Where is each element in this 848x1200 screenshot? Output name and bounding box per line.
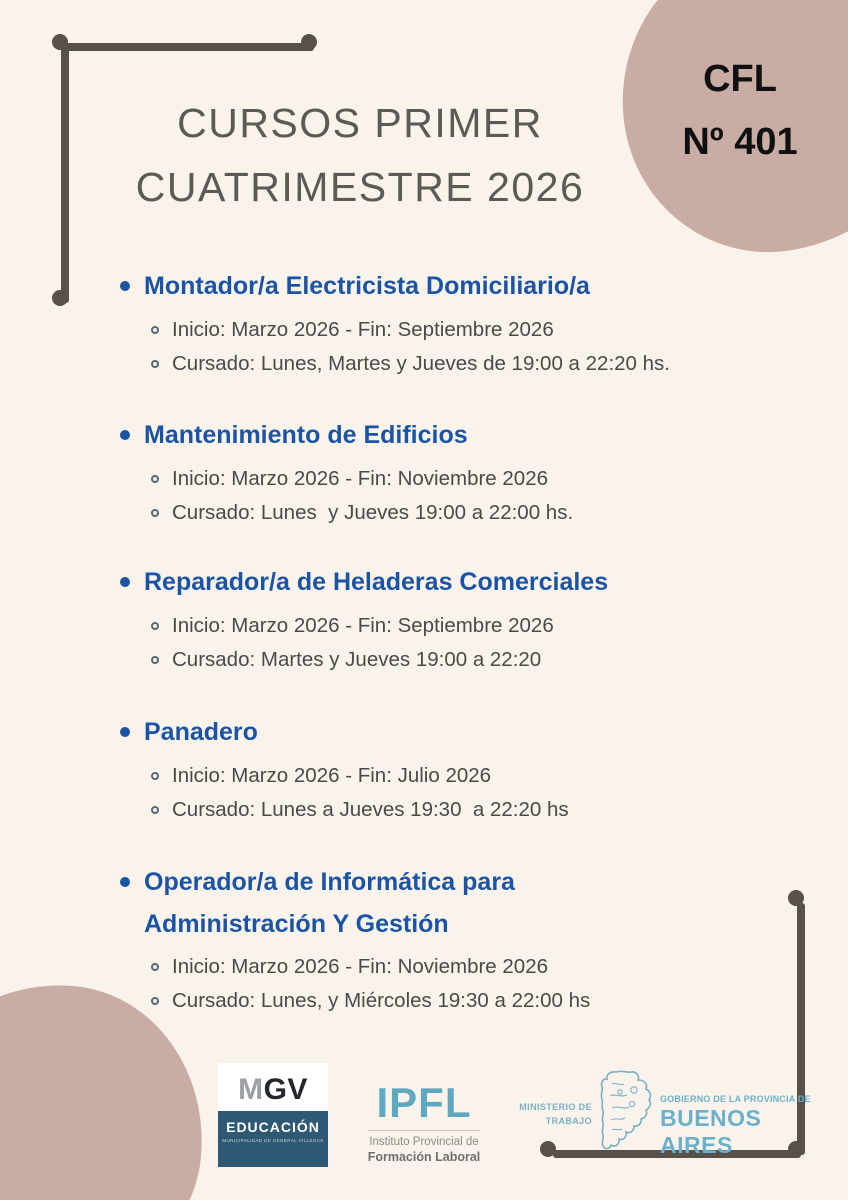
course-name: Operador/a de Informática para Administración Y Gestión xyxy=(144,868,515,938)
bullet-ring-icon xyxy=(151,475,159,483)
mgv-letters-gv: GV xyxy=(263,1073,308,1106)
bullet-disc-icon xyxy=(120,281,130,291)
mgv-tagline: MUNICIPALIDAD DE GENERAL VILLEGAS xyxy=(222,1138,324,1143)
ipfl-logo xyxy=(366,1079,482,1164)
cfl-badge-line1: CFL xyxy=(703,58,777,100)
frame-dot-icon xyxy=(52,290,68,306)
mgv-letter-m: M xyxy=(238,1073,264,1106)
cfl-badge xyxy=(630,48,848,173)
page-title-line1: CURSOS PRIMER xyxy=(177,100,543,146)
ipfl-acronym: IPFL xyxy=(376,1079,472,1126)
course-dates: Inicio: Marzo 2026 - Fin: Noviembre 2026 xyxy=(172,955,549,978)
course-item xyxy=(120,712,760,822)
course-dates: Inicio: Marzo 2026 - Fin: Julio 2026 xyxy=(172,763,492,787)
mgv-educacion-label: EDUCACIÓN xyxy=(226,1119,320,1135)
ipfl-subtitle-1: Instituto Provincial de xyxy=(369,1136,479,1148)
frame-dot-icon xyxy=(540,1141,556,1157)
bullet-ring-icon xyxy=(151,509,159,517)
page-title-line2: CUATRIMESTRE 2026 xyxy=(135,163,585,210)
bullet-ring-icon xyxy=(151,772,159,780)
bullet-ring-icon xyxy=(151,360,159,368)
cfl-badge-line2: Nº 401 xyxy=(682,120,798,163)
ministerio-trabajo-label xyxy=(506,1101,592,1128)
frame-dot-icon xyxy=(301,34,317,50)
gobierno-line2: BUENOS AIRES xyxy=(660,1105,762,1158)
ipfl-subtitle-2: Formación Laboral xyxy=(367,1150,481,1164)
course-dates: Inicio: Marzo 2026 - Fin: Noviembre 2026 xyxy=(172,466,549,490)
course-name: Montador/a Electricista Domiciliario/a xyxy=(144,272,590,300)
course-schedule: Cursado: Martes y Jueves 19:00 a 22:20 xyxy=(172,647,542,671)
mgv-educacion-logo xyxy=(218,1063,328,1167)
province-map-icon xyxy=(598,1070,654,1152)
course-schedule: Cursado: Lunes, y Miércoles 19:30 a 22:00 hs xyxy=(172,989,591,1013)
bullet-ring-icon xyxy=(151,997,159,1005)
course-dates: Inicio: Marzo 2026 - Fin: Septiembre 2026 xyxy=(172,613,554,637)
course-schedule: Cursado: Lunes, Martes y Jueves de 19:00 a 22:20 hs. xyxy=(172,351,670,375)
gobierno-buenos-aires-logo xyxy=(660,1094,820,1159)
course-dates: Inicio: Marzo 2026 - Fin: Septiembre 2026 xyxy=(172,317,554,341)
frame-top-left-horizontal xyxy=(64,43,314,51)
course-name: Mantenimiento de Edificios xyxy=(144,421,468,449)
bullet-ring-icon xyxy=(151,622,159,630)
course-item xyxy=(120,266,760,376)
course-item xyxy=(120,862,760,1013)
bullet-ring-icon xyxy=(151,806,159,814)
bullet-disc-icon xyxy=(120,877,130,887)
frame-dot-icon xyxy=(788,890,804,906)
bullet-ring-icon xyxy=(151,656,159,664)
course-schedule: Cursado: Lunes a Jueves 19:30 a 22:20 hs xyxy=(172,797,569,821)
frame-dot-icon xyxy=(52,34,68,50)
ministerio-line2: TRABAJO xyxy=(545,1115,592,1126)
ipfl-divider xyxy=(368,1130,480,1131)
gobierno-line1: GOBIERNO DE LA PROVINCIA DE xyxy=(660,1094,811,1104)
course-schedule: Cursado: Lunes y Jueves 19:00 a 22:00 hs. xyxy=(172,500,574,524)
mgv-acronym xyxy=(218,1073,328,1107)
bullet-disc-icon xyxy=(120,727,130,737)
course-name: Panadero xyxy=(144,718,258,746)
course-item xyxy=(120,562,760,672)
bullet-ring-icon xyxy=(151,326,159,334)
course-item xyxy=(120,415,760,525)
mgv-educacion-box xyxy=(218,1111,328,1167)
bullet-disc-icon xyxy=(120,577,130,587)
course-name: Reparador/a de Heladeras Comerciales xyxy=(144,568,609,596)
page-title xyxy=(58,92,662,219)
ministerio-line1: MINISTERIO DE xyxy=(519,1102,592,1112)
bullet-disc-icon xyxy=(120,430,130,440)
bullet-ring-icon xyxy=(151,963,159,971)
